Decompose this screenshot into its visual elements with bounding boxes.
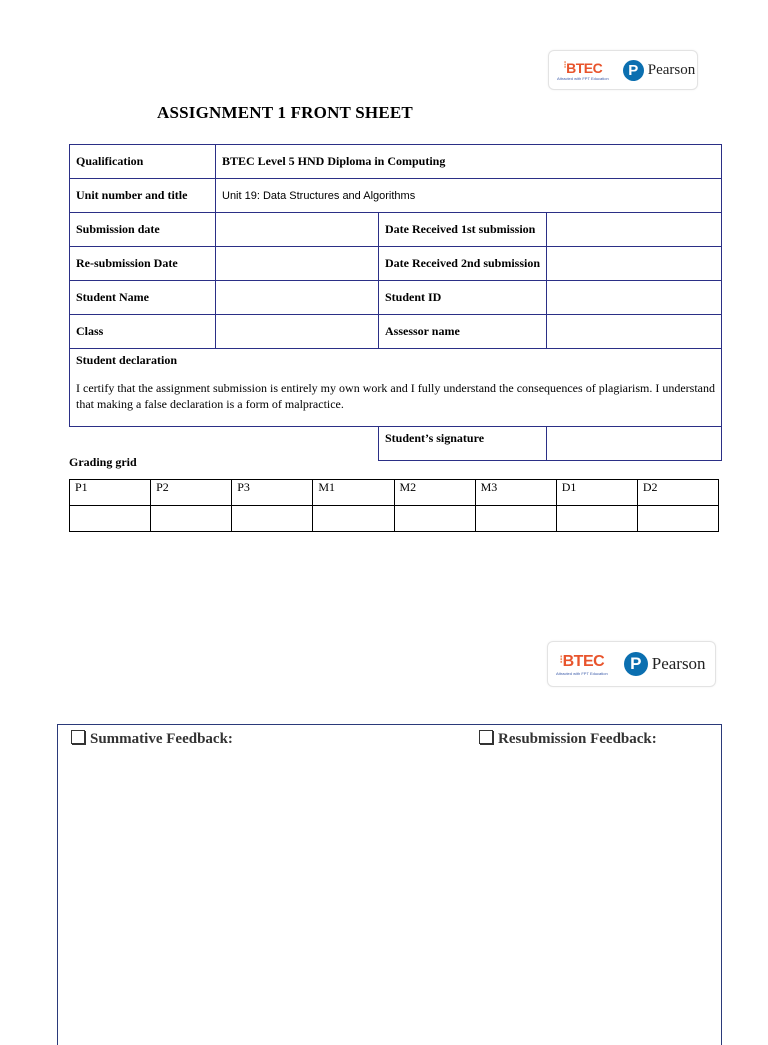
unit-value: Unit 19: Data Structures and Algorithms [216, 179, 722, 213]
grading-grid [69, 479, 719, 532]
grade-cell-d2[interactable] [637, 506, 718, 532]
feedback-box [57, 724, 722, 1045]
pearson-logo [623, 60, 696, 81]
qualification-value: BTEC Level 5 HND Diploma in Computing [216, 145, 722, 179]
page-title: ASSIGNMENT 1 FRONT SHEET [157, 103, 413, 122]
summative-feedback-label: Summative Feedback: [90, 731, 233, 747]
assessor-label: Assessor name [379, 315, 547, 349]
student-declaration [70, 349, 722, 427]
resubmission-feedback[interactable] [479, 730, 657, 748]
date-received-1-label: Date Received 1st submission [379, 213, 547, 247]
class-label: Class [70, 315, 216, 349]
resubmission-date-field[interactable] [216, 247, 379, 281]
grade-header-m3: M3 [475, 480, 556, 506]
pearson-logo-text: Pearson [651, 654, 706, 673]
btec-logo: ⁝BTEC Attracted with FPT Education [557, 59, 609, 81]
unit-label: Unit number and title [70, 179, 216, 213]
pearson-icon: P [624, 652, 648, 676]
summative-feedback[interactable] [71, 730, 233, 748]
grade-cell-p3[interactable] [232, 506, 313, 532]
assessor-field[interactable] [547, 315, 722, 349]
student-id-field[interactable] [547, 281, 722, 315]
grading-grid-label: Grading grid [69, 455, 137, 469]
student-row [70, 281, 722, 315]
date-received-2-field[interactable] [547, 247, 722, 281]
grade-cell-m2[interactable] [394, 506, 475, 532]
grade-header-p1: P1 [70, 480, 151, 506]
grade-cell-p2[interactable] [151, 506, 232, 532]
btec-logo-text: BTEC [566, 59, 603, 76]
signature-row [70, 427, 722, 461]
grade-header-d2: D2 [637, 480, 718, 506]
class-field[interactable] [216, 315, 379, 349]
btec-tagline: Attracted with FPT Education [557, 75, 609, 81]
resubmission-checkbox-icon[interactable] [479, 730, 493, 744]
grade-header-m2: M2 [394, 480, 475, 506]
resubmission-feedback-label: Resubmission Feedback: [498, 731, 657, 747]
pearson-logo-text: Pearson [647, 61, 696, 78]
signature-field[interactable] [547, 427, 722, 461]
grading-header-row [70, 480, 719, 506]
logo-bottom [547, 641, 716, 687]
grade-header-p2: P2 [151, 480, 232, 506]
resubmission-row [70, 247, 722, 281]
qualification-row [70, 145, 722, 179]
declaration-row [70, 349, 722, 427]
signature-label: Student’s signature [379, 427, 547, 461]
pearson-logo [624, 652, 706, 676]
summative-checkbox-icon[interactable] [71, 730, 85, 744]
grade-cell-d1[interactable] [556, 506, 637, 532]
declaration-text: I certify that the assignment submission is entirely my own work and I fully understand the consequences of plagiarism. I understand that making a false declaration is a form of malpractice. [76, 381, 716, 411]
student-name-label: Student Name [70, 281, 216, 315]
unit-row [70, 179, 722, 213]
logo-top [548, 50, 698, 90]
declaration-title: Student declaration [76, 353, 178, 367]
grade-header-m1: M1 [313, 480, 394, 506]
qualification-label: Qualification [70, 145, 216, 179]
student-name-field[interactable] [216, 281, 379, 315]
date-received-1-field[interactable] [547, 213, 722, 247]
front-sheet-table [69, 144, 722, 461]
submission-date-field[interactable] [216, 213, 379, 247]
grade-cell-m3[interactable] [475, 506, 556, 532]
grade-header-d1: D1 [556, 480, 637, 506]
btec-tagline: Attracted with FPT Education [556, 670, 608, 676]
btec-logo: ⁝BTEC Attracted with FPT Education [556, 652, 608, 676]
grade-header-p3: P3 [232, 480, 313, 506]
submission-row [70, 213, 722, 247]
grade-cell-p1[interactable] [70, 506, 151, 532]
resubmission-date-label: Re-submission Date [70, 247, 216, 281]
pearson-icon: P [623, 60, 644, 81]
class-row [70, 315, 722, 349]
submission-date-label: Submission date [70, 213, 216, 247]
student-id-label: Student ID [379, 281, 547, 315]
btec-logo-text: BTEC [562, 652, 605, 670]
date-received-2-label: Date Received 2nd submission [379, 247, 547, 281]
grade-cell-m1[interactable] [313, 506, 394, 532]
grading-value-row [70, 506, 719, 532]
